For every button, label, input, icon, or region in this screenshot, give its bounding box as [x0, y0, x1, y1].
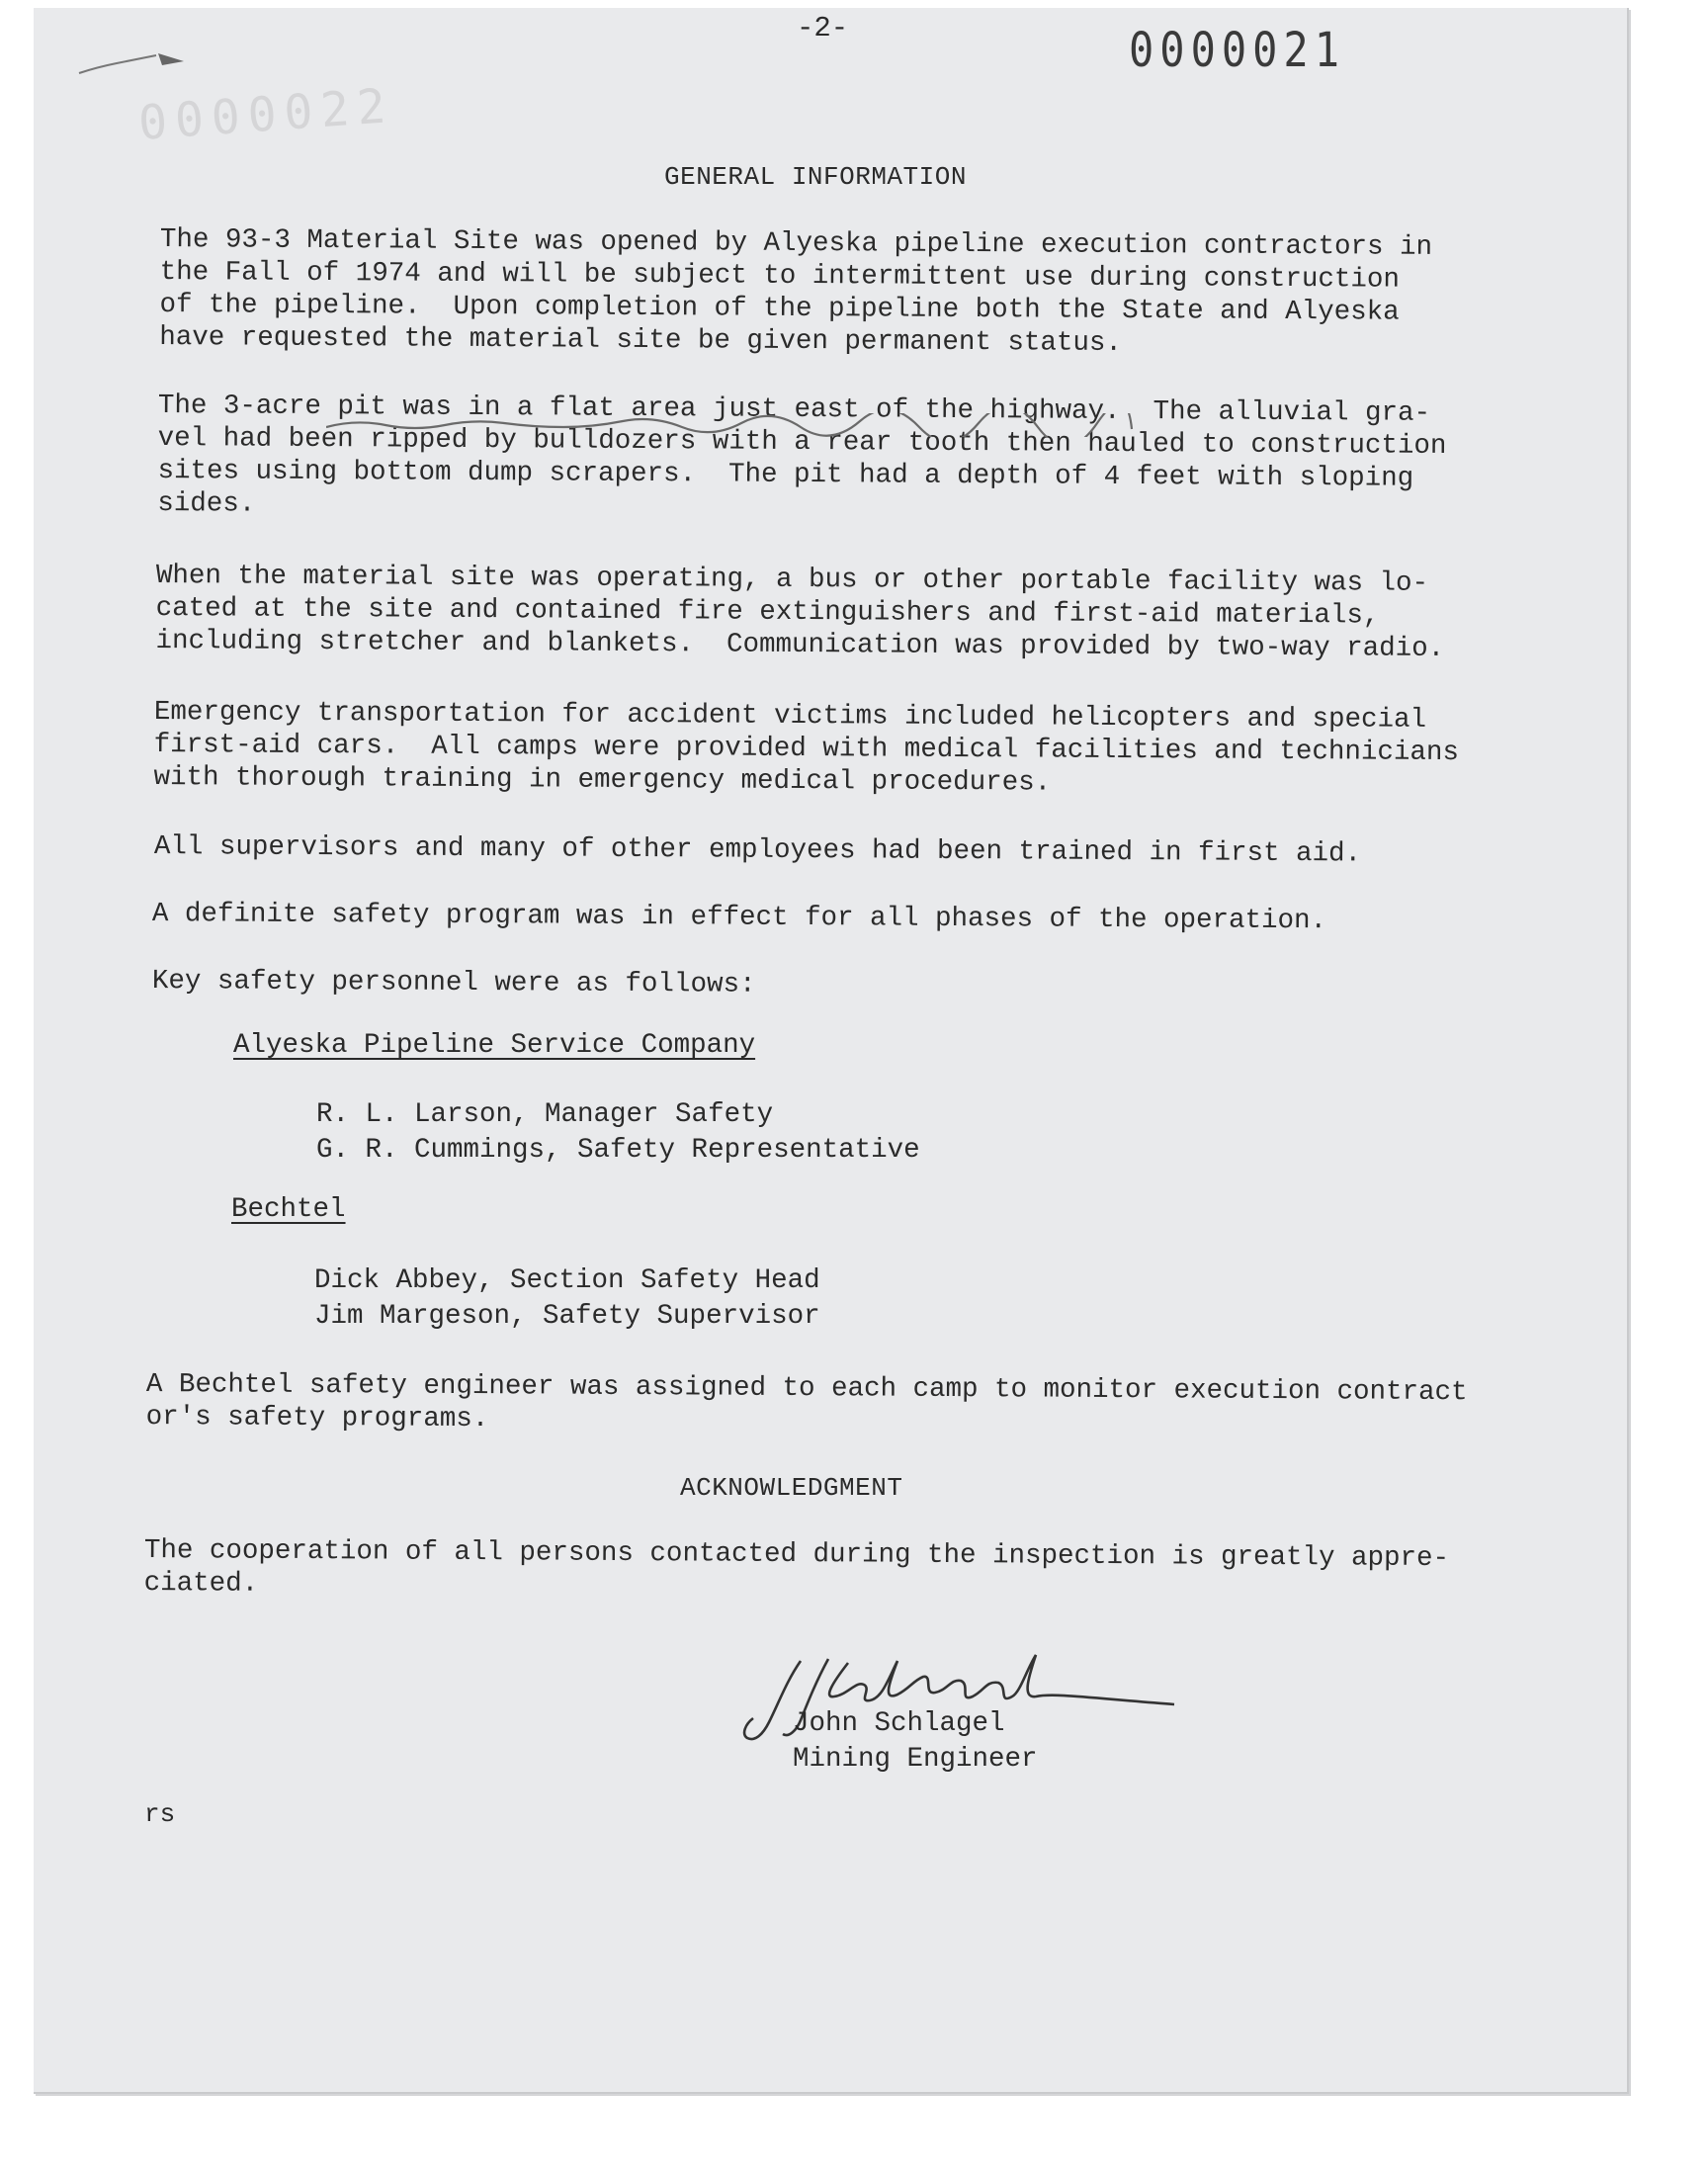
- paragraph-site-opening: The 93-3 Material Site was opened by Alyeska pipeline execution contractors in the Fall of 1974 and will be subject to intermittent use during construction of the pipeline. Upon completion of the pipeline both the State and Alyeska have requested the material site be given permanent status.: [159, 223, 1433, 359]
- page-number: -2-: [797, 12, 849, 44]
- person-abbey: Dick Abbey, Section Safety Head: [314, 1265, 820, 1296]
- paragraph-facility: When the material site was operating, a bus or other portable facility was lo- cated at the site and contained fire extinguishers and first-aid materials, including stretcher and blankets. Communication was provided by two-way radio.: [155, 561, 1445, 664]
- company-heading-bechtel: Bechtel: [231, 1194, 346, 1225]
- person-cummings: G. R. Cummings, Safety Representative: [316, 1135, 920, 1166]
- paragraph-key-personnel: Key safety personnel were as follows:: [151, 966, 756, 1000]
- faint-stamp-number: 0000022: [136, 78, 395, 151]
- paragraph-bechtel-engineer: A Bechtel safety engineer was assigned to each camp to monitor execution contract or's safety programs.: [145, 1369, 1468, 1436]
- person-larson: R. L. Larson, Manager Safety: [316, 1099, 774, 1130]
- paragraph-first-aid-training: All supervisors and many of other employees had been trained in first aid.: [153, 831, 1362, 870]
- typist-initials: rs: [144, 1799, 176, 1829]
- signer-title: Mining Engineer: [793, 1744, 1038, 1775]
- acknowledgment-heading: ACKNOWLEDGMENT: [680, 1473, 903, 1503]
- document-number: 0000021: [1129, 22, 1346, 78]
- acknowledgment-text: The cooperation of all persons contacted during the inspection is greatly appre- ciated.: [143, 1535, 1450, 1600]
- general-information-heading: GENERAL INFORMATION: [664, 162, 967, 192]
- signer-name: John Schlagel: [793, 1708, 1005, 1739]
- person-margeson: Jim Margeson, Safety Supervisor: [314, 1301, 820, 1332]
- paragraph-safety-program: A definite safety program was in effect for all phases of the operation.: [151, 899, 1327, 937]
- paragraph-pit-description: The 3-acre pit was in a flat area just east of the highway. The alluvial gra- vel had been ripped by bulldozers with a rear tooth then hauled to construction sites using bottom dump scrapers. The pit had a depth of 4 feet with sloping sides.: [157, 390, 1447, 520]
- company-heading-alyeska: Alyeska Pipeline Service Company: [233, 1030, 756, 1061]
- paragraph-emergency-transport: Emergency transportation for accident victims included helicopters and special first-aid cars. All camps were provided with medical facilities and technicians with thorough training in emergency medical procedures.: [153, 697, 1459, 799]
